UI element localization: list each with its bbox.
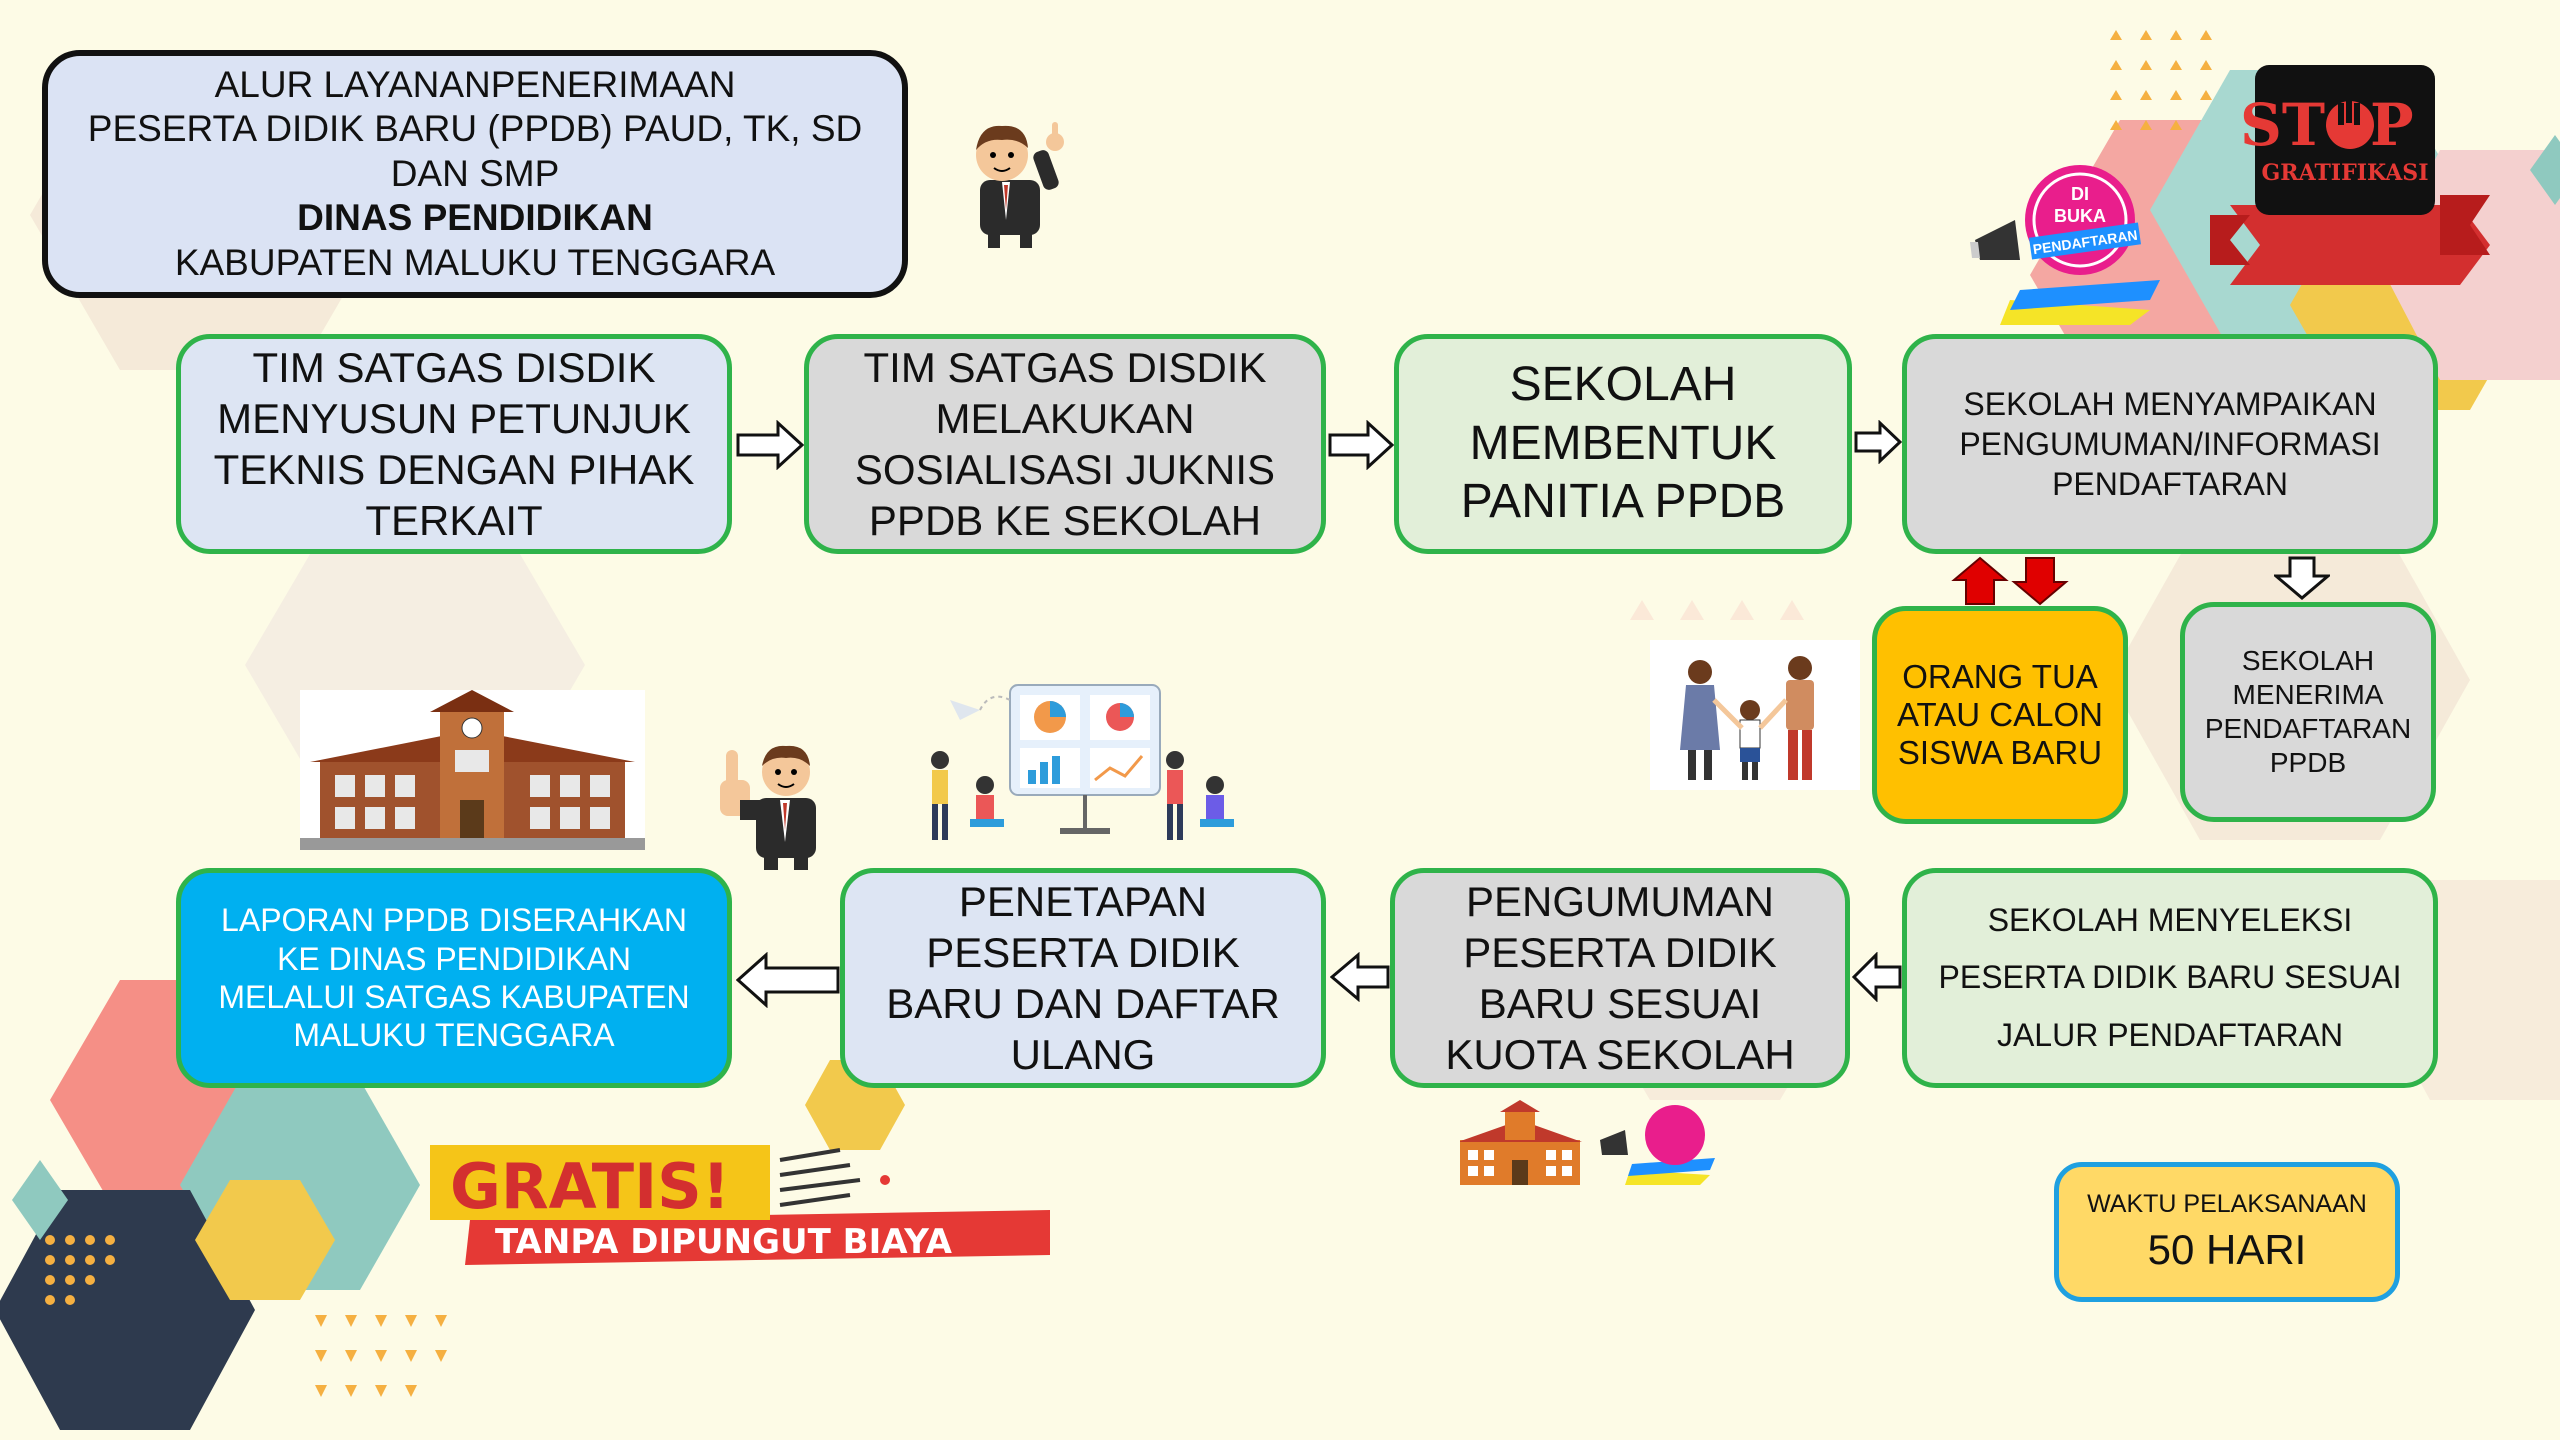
step-6-label: SEKOLAH MENERIMA PENDAFTARAN PPDB [2204,644,2412,779]
triangle-pattern-mid [1620,590,1820,630]
arrow-step8-to-step9 [1330,952,1390,1002]
step-4-box [1902,334,2438,554]
small-school-megaphone-icon [1460,1100,1720,1190]
step-8-label: PENGUMUMAN PESERTA DIDIK BARU SESUAI KUOTA SEKOLAH [1445,877,1795,1079]
dibuka-text-2: BUKA [2054,206,2106,226]
title-box [42,50,908,298]
step-5-box [1872,606,2128,824]
step-8-box [1390,868,1850,1088]
step-3-box [1394,334,1852,554]
dibuka-text-3: PENDAFTARAN [2031,226,2139,258]
step-10-label: LAPORAN PPDB DISERAHKAN KE DINAS PENDIDIKAN MELALUI SATGAS KABUPATEN MALUKU TENGGARA [218,902,690,1054]
arrow-step2-to-step3 [1328,420,1394,470]
step-4-label: SEKOLAH MENYAMPAIKAN PENGUMUMAN/INFORMASI PENDAFTARAN [1959,386,2381,502]
title-line-5: KABUPATEN MALUKU TENGGARA [174,241,776,283]
step-9-box [840,868,1326,1088]
presentation-team-icon [920,680,1240,850]
arrow-step1-to-step2 [736,420,804,470]
dot-pattern [40,1230,120,1310]
triangle-pattern-bottom [310,1310,460,1410]
step-1-box [176,334,732,554]
dibuka-text-1: DI [2071,184,2089,204]
step-7-label: SEKOLAH MENYELEKSI PESERTA DIDIK BARU SESUAI JALUR PENDAFTARAN [1938,901,2402,1053]
arrow-step4-to-step6 [2274,556,2330,600]
school-building-icon [300,690,645,850]
tanpa-biaya-text: TANPA DIPUNGUT BIAYA [495,1222,952,1262]
red-bidirectional-arrows [1950,556,2070,606]
title-line-1: ALUR LAYANANPENERIMAAN [214,64,736,106]
businessman-thumbs-up-icon [706,730,836,870]
arrow-step7-to-step8 [1852,952,1902,1002]
gratifikasi-text: GRATIFIKASI [2261,160,2429,186]
step-5-label: ORANG TUA ATAU CALON SISWA BARU [1897,657,2103,772]
businessman-pointing-icon [940,110,1080,250]
stop-text-b: P [2370,91,2414,159]
arrow-step3-to-step4 [1854,420,1902,464]
stop-gratifikasi-badge [2210,55,2500,305]
gratis-text: GRATIS! [450,1150,731,1223]
step-10-box [176,868,732,1088]
step-1-label: TIM SATGAS DISDIK MENYUSUN PETUNJUK TEKNIS DENGAN PIHAK TERKAIT [213,343,695,545]
title-line-2: PESERTA DIDIK BARU (PPDB) PAUD, TK, SD [87,108,863,150]
step-2-label: TIM SATGAS DISDIK MELAKUKAN SOSIALISASI JUKNIS PPDB KE SEKOLAH [854,343,1276,545]
title-line-4: DINAS PENDIDIKAN [297,197,653,239]
family-icon [1650,640,1860,790]
step-9-label: PENETAPAN PESERTA DIDIK BARU DAN DAFTAR ULANG [886,877,1280,1079]
duration-box [2054,1162,2400,1302]
stop-text-a: ST [2239,91,2325,159]
duration-label: WAKTU PELAKSANAAN [2087,1189,2367,1218]
gratis-banner [420,1130,1060,1280]
title-line-3: DAN SMP [390,152,560,194]
step-2-box [804,334,1326,554]
step-7-box [1902,868,2438,1088]
step-6-box [2180,602,2436,822]
duration-value: 50 HARI [2147,1225,2307,1273]
step-3-label: SEKOLAH MEMBENTUK PANITIA PPDB [1460,358,1786,529]
megaphone-icon [1960,160,2160,330]
arrow-step9-to-step10 [736,952,840,1008]
